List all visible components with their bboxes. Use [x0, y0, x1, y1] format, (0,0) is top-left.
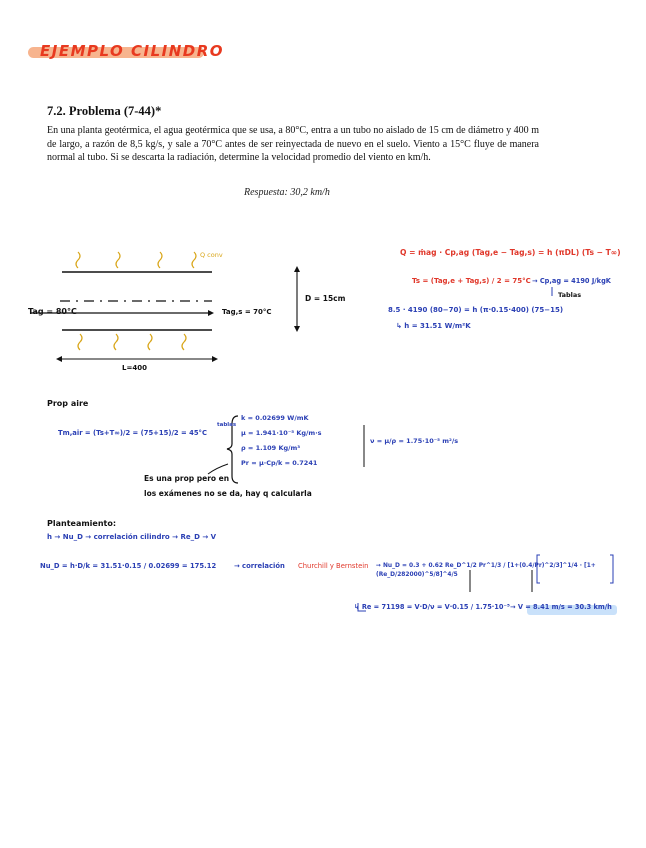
corr-label: → correlación: [234, 562, 285, 570]
numeric-eq: 8.5 · 4190 (80−70) = h (π·0.15·400) (75−15): [388, 306, 564, 314]
problem-text: En una planta geotérmica, el agua geotérmica que se usa, a 80°C, entra a un tubo no aislado de 15 cm de diámetro y 400 m de largo, a razón de 8,5 kg/s, y sale a 70°C antes de ser reinyectada de nuevo en el suelo. Viento a 15°C fluye de manera normal al tubo. Si se descarta la radiación, determine la velocidad promedio del viento en km/h.: [47, 125, 539, 164]
doc-title: EJEMPLO CILINDRO: [40, 42, 225, 60]
cp-source: Tablas: [558, 291, 582, 299]
inlet-label: Tag = 80°C: [28, 307, 77, 316]
heat-waves-top: [76, 252, 196, 268]
re-eq: ↳ Re = 71198 = V·D/ν = V·0.15 / 1.75·10⁻⁵: [354, 603, 510, 611]
v-result: → V = 8.41 m/s = 30.3 km/h: [510, 603, 612, 611]
prop-mu: μ = 1.941·10⁻⁵ Kg/m·s: [241, 429, 322, 437]
churchill-bernstein-eq: → Nu_D = 0.3 + 0.62 Re_D^1/2 Pr^1/3 / [1+(0.4/Pr)^2/3]^1/4 · [1+(Re_D/282000)^5/8]^4/5: [376, 563, 596, 578]
note-line-1: Es una prop pero en: [144, 474, 230, 483]
diameter-label: D = 15cm: [305, 294, 346, 303]
answer: Respuesta: 30,2 km/h: [244, 187, 330, 198]
corr-name: Churchill y Bernstein: [298, 562, 369, 570]
heat-waves-bottom: [78, 334, 186, 350]
ts-eq: Ts = (Tag,e + Tag,s) / 2 = 75°C: [412, 277, 531, 285]
outlet-label: Tag,s = 70°C: [222, 308, 272, 316]
tf-eq: Tm,air = (Ts+T∞)/2 = (75+15)/2 = 45°C: [58, 429, 207, 437]
length-label: L=400: [122, 364, 147, 372]
prop-nu-kinematic: ν = μ/ρ = 1.75·10⁻⁵ m²/s: [370, 437, 459, 445]
approach-heading: Planteamiento:: [47, 519, 117, 528]
air-props-heading: Prop aire: [47, 399, 89, 408]
q-conv-label: Q conv: [200, 251, 223, 259]
note-line-2: los exámenes no se da, hay q calcularla: [144, 489, 312, 498]
problem-heading: 7.2. Problema (7-44)*: [47, 104, 162, 118]
h-result: ↳ h = 31.51 W/m²K: [396, 322, 471, 330]
energy-main-eq: Q = ṁag · Cp,ag (Tag,e − Tag,s) = h (πDL) (Ts − T∞): [400, 248, 621, 257]
approach-flow: h → Nu_D → correlación cilindro → Re_D → V: [47, 533, 217, 541]
prop-rho: ρ = 1.109 Kg/m³: [241, 444, 301, 452]
tables-label: tablas: [217, 422, 237, 428]
flow-arrow-head: [208, 310, 214, 316]
cp-eq: → Cp,ag = 4190 J/kgK: [532, 277, 611, 285]
prop-pr: Pr = μ·Cp/k = 0.7241: [241, 459, 318, 467]
prop-k: k = 0.02699 W/mK: [241, 414, 309, 422]
nu-eq: Nu_D = h·D/k = 31.51·0.15 / 0.02699 = 175.12: [40, 562, 217, 570]
